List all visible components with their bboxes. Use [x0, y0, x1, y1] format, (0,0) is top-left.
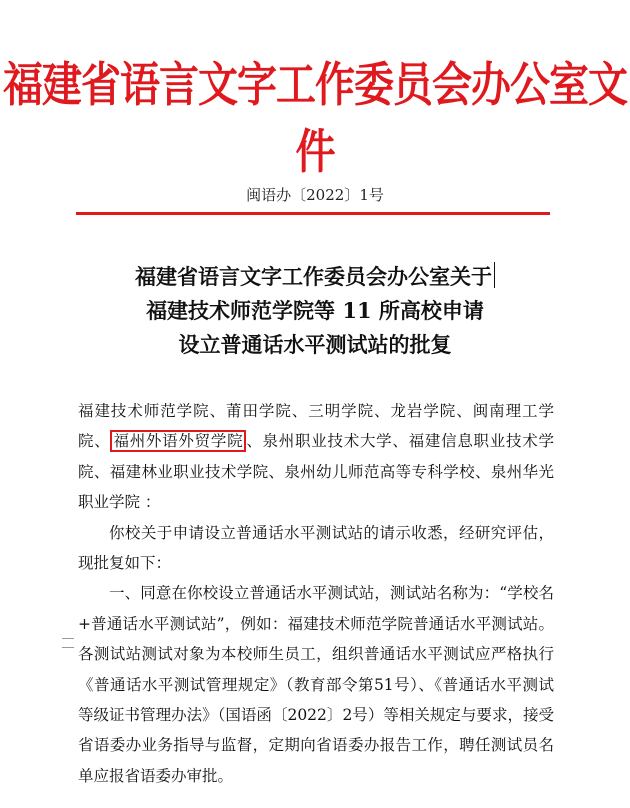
- text-cursor: [494, 262, 495, 288]
- document-title: [0, 260, 630, 362]
- title-line-1: 福建省语言文字工作委员会办公室关于: [0, 260, 630, 294]
- recipients-paragraph: 福建技术师范学院、莆田学院、三明学院、龙岩学院、闽南理工学院、 福州外语外贸学院 、泉州职业技术大学、福建信息职业技术学院、福建林业职业技术学院、泉州幼儿师范高等专科学校、泉州华光职业学院 ：: [78, 402, 554, 512]
- header-divider: [76, 212, 550, 215]
- body-paragraph-1: 你校关于申请设立普通话水平测试站的请示收悉，经研究评估，现批复如下：: [78, 523, 554, 573]
- document-number: 闽语办〔2022〕1号: [246, 186, 384, 204]
- document-header-title: 福建省语言文字工作委员会办公室文件: [3, 57, 627, 180]
- margin-marker-icon: [62, 638, 74, 648]
- title-line-3: 设立普通话水平测试站的批复: [178, 332, 452, 357]
- highlighted-recipient: 福州外语外贸学院: [110, 430, 246, 452]
- title-line-2: 福建技术师范学院等 11 所高校申请: [146, 298, 484, 323]
- document-body: [78, 396, 554, 791]
- body-paragraph-2: 一、同意在你校设立普通话水平测试站，测试站名称为：“学校名+普通话水平测试站”，例如：福建技术师范学院普通话水平测试站。各测试站测试对象为本校师生员工，组织普通话水平测试应严格执行《普通话水平测试管理规定》（教育部令第51号）、《普通话水平测试等级证书管理办法》（国语函〔2022〕2号）等相关规定与要求，接受省语委办业务指导与监督，定期向省语委办报告工作，聘任测试员名单应报省语委办审批。: [78, 584, 554, 785]
